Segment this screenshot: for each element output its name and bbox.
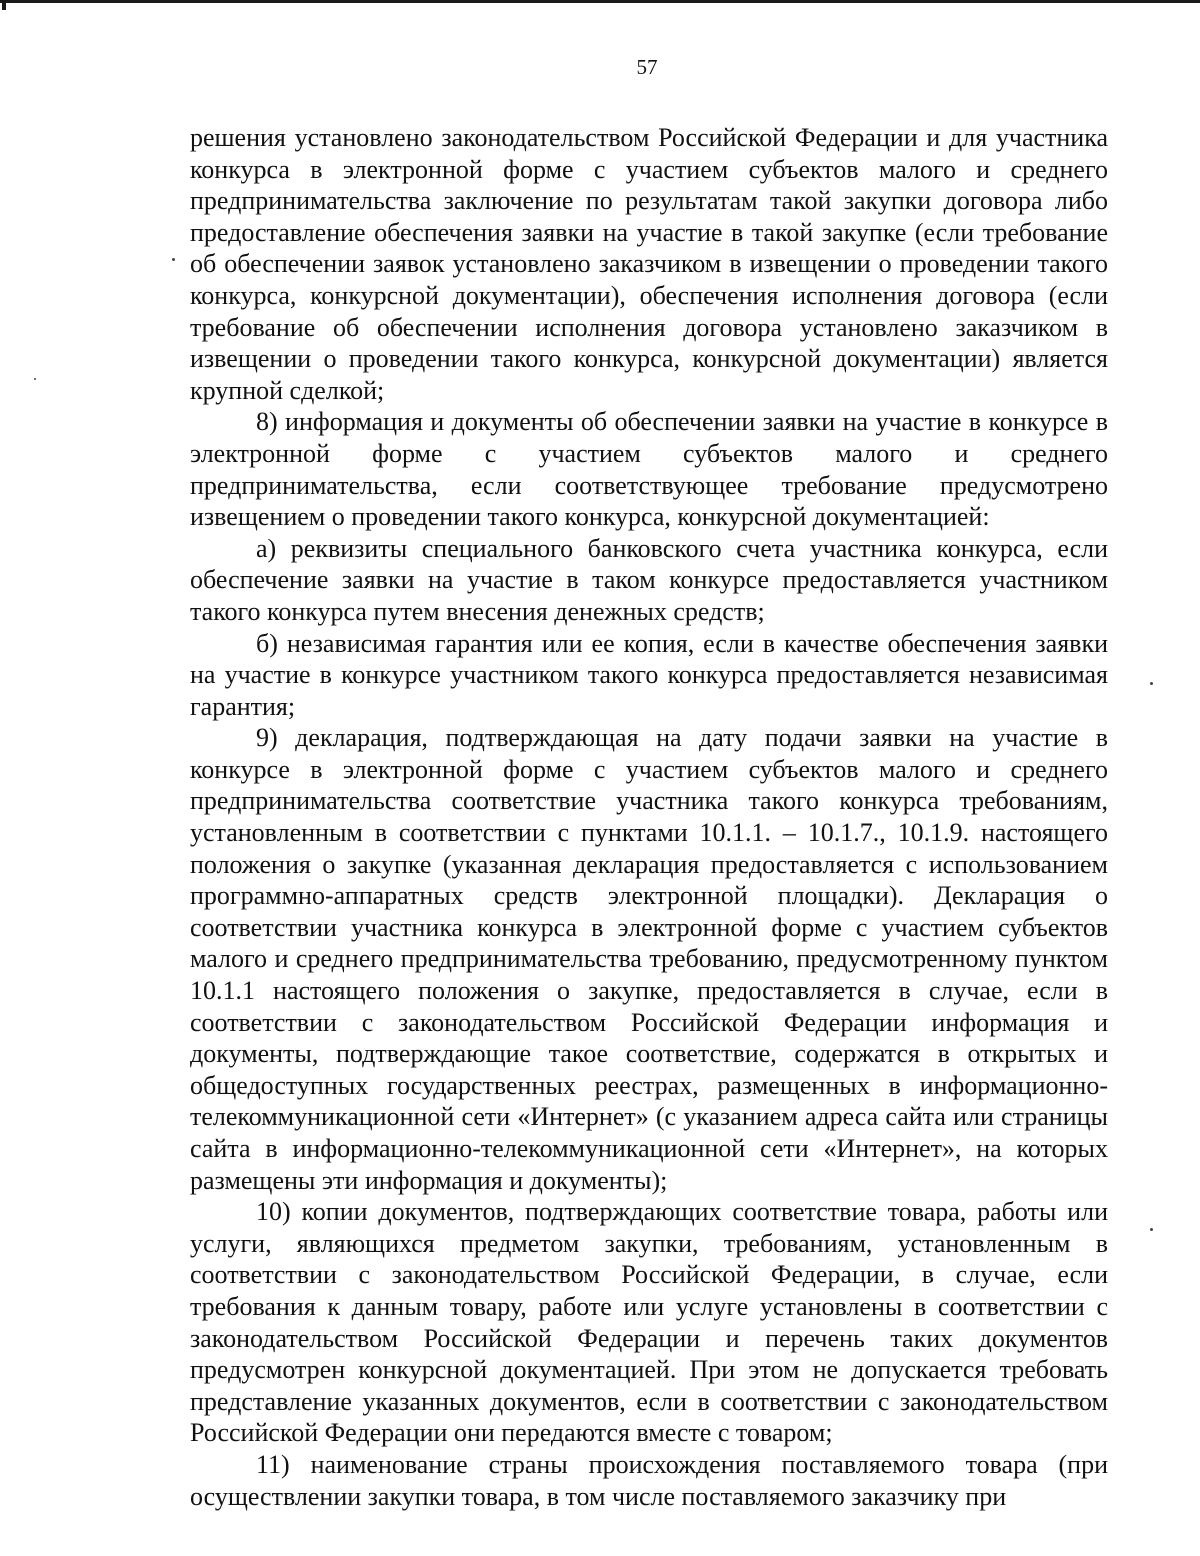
scan-speck [34, 378, 36, 380]
paragraph-item-8a: а) реквизиты специального банковского счета участника конкурса, если обеспечение заявки на участие в таком конкурсе предоставляется участником такого конкурса путем внесения денежных средств; [190, 533, 1108, 626]
page-number: 57 [636, 55, 658, 79]
scan-edge [0, 0, 1200, 3]
scan-corner-mark [2, 0, 6, 10]
paragraph-item-11: 11) наименование страны происхождения поставляемого товара (при осуществлении закупки товара, в том числе поставляемого заказчику при [190, 1449, 1108, 1511]
paragraph-item-8: 8) информация и документы об обеспечении заявки на участие в конкурсе в электронной форме с участием субъектов малого и среднего предпринимательства, если соответствующее требование предусмотрено извещением о проведении такого конкурса, конкурсной документацией: [190, 407, 1108, 532]
scan-speck [1150, 682, 1153, 685]
paragraph-continuation: решения установлено законодательством Российской Федерации и для участника конкурса в электронной форме с участием субъектов малого и среднего предпринимательства заключение по результатам такой закупки договора либо предоставление обеспечения заявки на участие в такой закупке (если требование об обеспечении заявок установлено заказчиком в извещении о проведении такого конкурса, конкурсной документации), обеспечения исполнения договора (если требование об обеспечении исполнения договора установлено заказчиком в извещении о проведении такого конкурса, конкурсной документации) является крупной сделкой; [190, 123, 1108, 405]
body-text [190, 122, 1108, 1512]
paragraph-item-10: 10) копии документов, подтверждающих соответствие товара, работы или услуги, являющихся предметом закупки, требованиям, установленным в соответствии с законодательством Российской Федерации, в случае, если требования к данным товару, работе или услуге установлены в соответствии с законодательством Российской Федерации и перечень таких документов предусмотрен конкурсной документацией. При этом не допускается требовать представление указанных документов, если в соответствии с законодательством Российской Федерации они передаются вместе с товаром; [190, 1197, 1108, 1448]
paragraph-item-8b: б) независимая гарантия или ее копия, если в качестве обеспечения заявки на участие в конкурсе участником такого конкурса предоставляется независимая гарантия; [190, 628, 1108, 721]
paragraph-item-9: 9) декларация, подтверждающая на дату подачи заявки на участие в конкурсе в электронной форме с участием субъектов малого и среднего предпринимательства соответствие участника такого конкурса требованиям, установленным в соответствии с пунктами 10.1.1. – 10.1.7., 10.1.9. настоящего положения о закупке (указанная декларация предоставляется с использованием программно-аппаратных средств электронной площадки). Декларация о соответствии участника конкурса в электронной форме с участием субъектов малого и среднего предпринимательства требованию, предусмотренному пунктом 10.1.1 настоящего положения о закупке, предоставляется в случае, если в соответствии с законодательством Российской Федерации информация и документы, подтверждающие такое соответствие, содержатся в открытых и общедоступных государственных реестрах, размещенных в информационно-телекоммуникационной сети «Интернет» (с указанием адреса сайта или страницы сайта в информационно-телекоммуникационной сети «Интернет», на которых размещены эти информация и документы); [190, 723, 1108, 1195]
scan-speck [1150, 1228, 1153, 1231]
scan-speck [172, 258, 175, 261]
